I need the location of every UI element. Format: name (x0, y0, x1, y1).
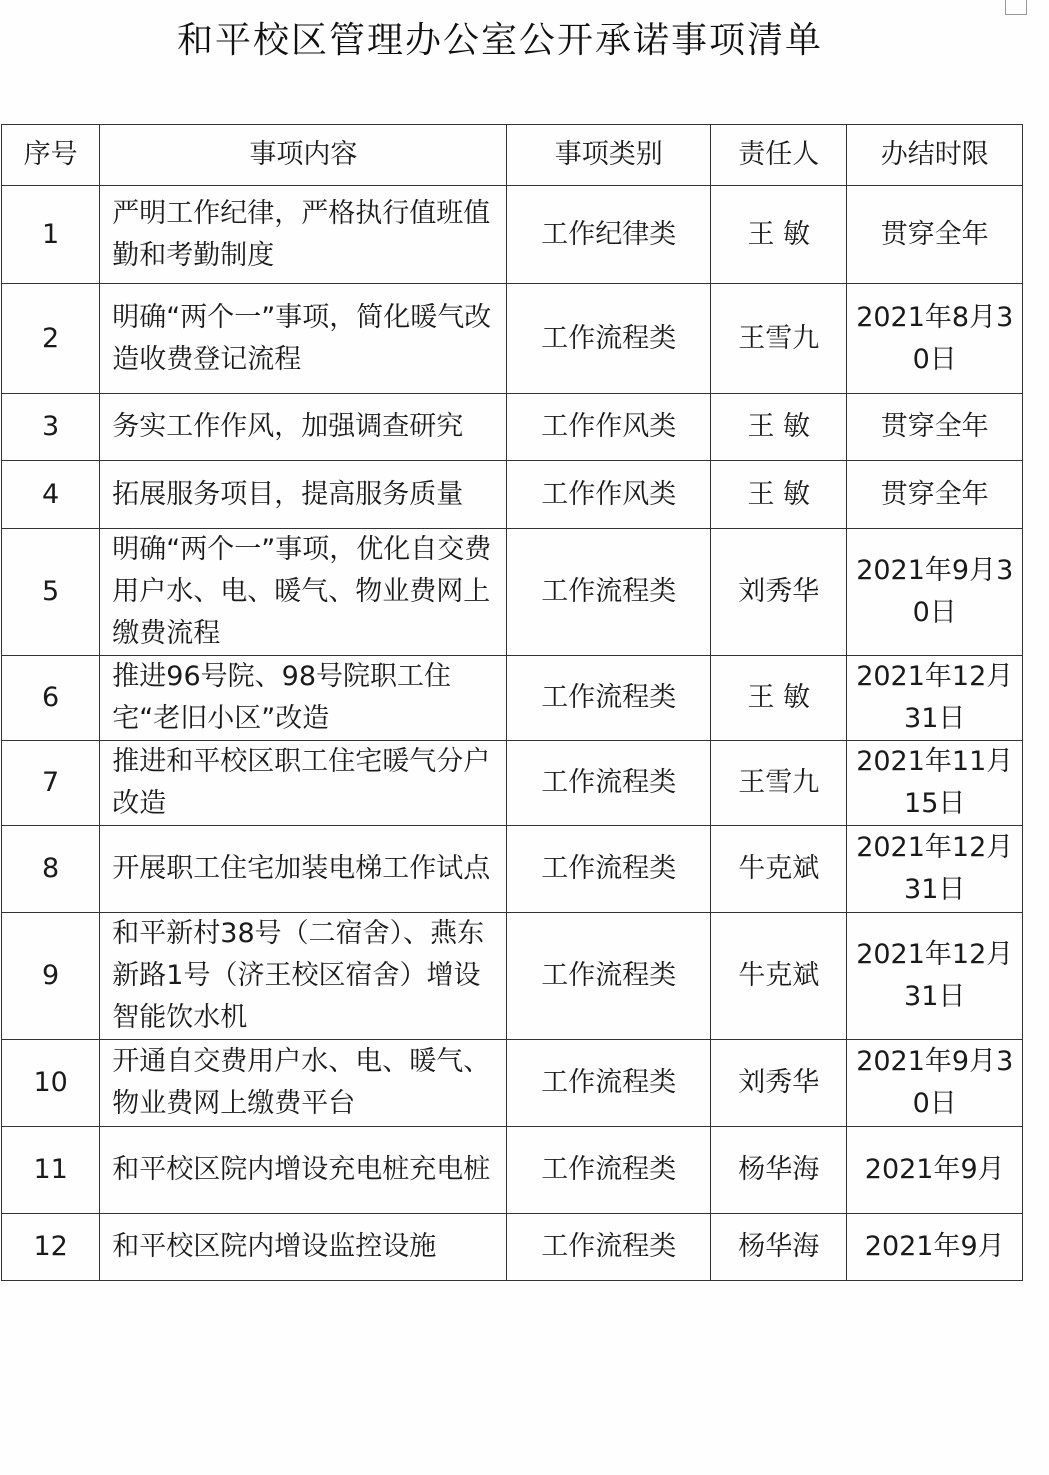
row-person: 王雪九 (711, 284, 847, 394)
row-deadline: 2021年12月31日 (847, 826, 1023, 913)
row-number: 9 (2, 913, 100, 1040)
row-deadline: 2021年9月30日 (847, 529, 1023, 656)
row-deadline: 贯穿全年 (847, 394, 1023, 461)
row-content: 务实工作作风，加强调查研究 (100, 394, 507, 461)
table-row (2, 461, 1023, 529)
row-deadline: 2021年12月31日 (847, 656, 1023, 741)
table-row (2, 741, 1023, 826)
row-category: 工作流程类 (507, 1127, 711, 1214)
row-deadline: 2021年11月15日 (847, 741, 1023, 826)
row-person: 王 敏 (711, 656, 847, 741)
row-number: 12 (2, 1214, 100, 1281)
row-deadline: 贯穿全年 (847, 461, 1023, 529)
table-row (2, 826, 1023, 913)
row-person: 牛克斌 (711, 913, 847, 1040)
commitment-table (1, 124, 1023, 1281)
row-content: 和平校区院内增设监控设施 (100, 1214, 507, 1281)
table-row (2, 1127, 1023, 1214)
row-number: 8 (2, 826, 100, 913)
header-content: 事项内容 (100, 125, 507, 186)
row-category: 工作流程类 (507, 1214, 711, 1281)
table-header-row (2, 125, 1023, 186)
row-content: 推进96号院、98号院职工住宅“老旧小区”改造 (100, 656, 507, 741)
row-person: 杨华海 (711, 1214, 847, 1281)
row-category: 工作作风类 (507, 394, 711, 461)
row-deadline: 2021年9月 (847, 1214, 1023, 1281)
row-content: 明确“两个一”事项，优化自交费用户水、电、暖气、物业费网上缴费流程 (100, 529, 507, 656)
row-category: 工作流程类 (507, 529, 711, 656)
row-person: 王 敏 (711, 186, 847, 284)
row-person: 牛克斌 (711, 826, 847, 913)
row-person: 王 敏 (711, 394, 847, 461)
row-person: 杨华海 (711, 1127, 847, 1214)
table-row (2, 1040, 1023, 1127)
row-number: 1 (2, 186, 100, 284)
table-row (2, 1214, 1023, 1281)
corner-mark (1005, 0, 1027, 15)
row-number: 10 (2, 1040, 100, 1127)
row-deadline: 2021年9月30日 (847, 1040, 1023, 1127)
header-no: 序号 (2, 125, 100, 186)
row-category: 工作流程类 (507, 826, 711, 913)
row-deadline: 2021年8月30日 (847, 284, 1023, 394)
row-deadline: 2021年9月 (847, 1127, 1023, 1214)
row-content: 开展职工住宅加装电梯工作试点 (100, 826, 507, 913)
row-content: 和平校区院内增设充电桩充电桩 (100, 1127, 507, 1214)
row-person: 刘秀华 (711, 1040, 847, 1127)
row-content: 拓展服务项目，提高服务质量 (100, 461, 507, 529)
row-deadline: 2021年12月31日 (847, 913, 1023, 1040)
row-number: 6 (2, 656, 100, 741)
table-row (2, 284, 1023, 394)
table-row (2, 186, 1023, 284)
table-row (2, 529, 1023, 656)
row-person: 刘秀华 (711, 529, 847, 656)
row-number: 5 (2, 529, 100, 656)
row-number: 7 (2, 741, 100, 826)
row-number: 4 (2, 461, 100, 529)
header-deadline: 办结时限 (847, 125, 1023, 186)
row-content: 推进和平校区职工住宅暖气分户改造 (100, 741, 507, 826)
row-category: 工作作风类 (507, 461, 711, 529)
header-person: 责任人 (711, 125, 847, 186)
table-row (2, 656, 1023, 741)
table-row (2, 913, 1023, 1040)
row-category: 工作流程类 (507, 1040, 711, 1127)
row-number: 3 (2, 394, 100, 461)
row-category: 工作流程类 (507, 741, 711, 826)
row-category: 工作流程类 (507, 656, 711, 741)
row-content: 明确“两个一”事项，简化暖气改造收费登记流程 (100, 284, 507, 394)
row-person: 王 敏 (711, 461, 847, 529)
header-category: 事项类别 (507, 125, 711, 186)
row-deadline: 贯穿全年 (847, 186, 1023, 284)
row-number: 2 (2, 284, 100, 394)
row-category: 工作纪律类 (507, 186, 711, 284)
row-content: 开通自交费用户水、电、暖气、物业费网上缴费平台 (100, 1040, 507, 1127)
row-number: 11 (2, 1127, 100, 1214)
row-category: 工作流程类 (507, 284, 711, 394)
table-row (2, 394, 1023, 461)
row-content: 严明工作纪律，严格执行值班值勤和考勤制度 (100, 186, 507, 284)
page-title: 和平校区管理办公室公开承诺事项清单 (176, 20, 823, 61)
row-content: 和平新村38号（二宿舍）、燕东新路1号（济王校区宿舍）增设智能饮水机 (100, 913, 507, 1040)
row-category: 工作流程类 (507, 913, 711, 1040)
row-person: 王雪九 (711, 741, 847, 826)
